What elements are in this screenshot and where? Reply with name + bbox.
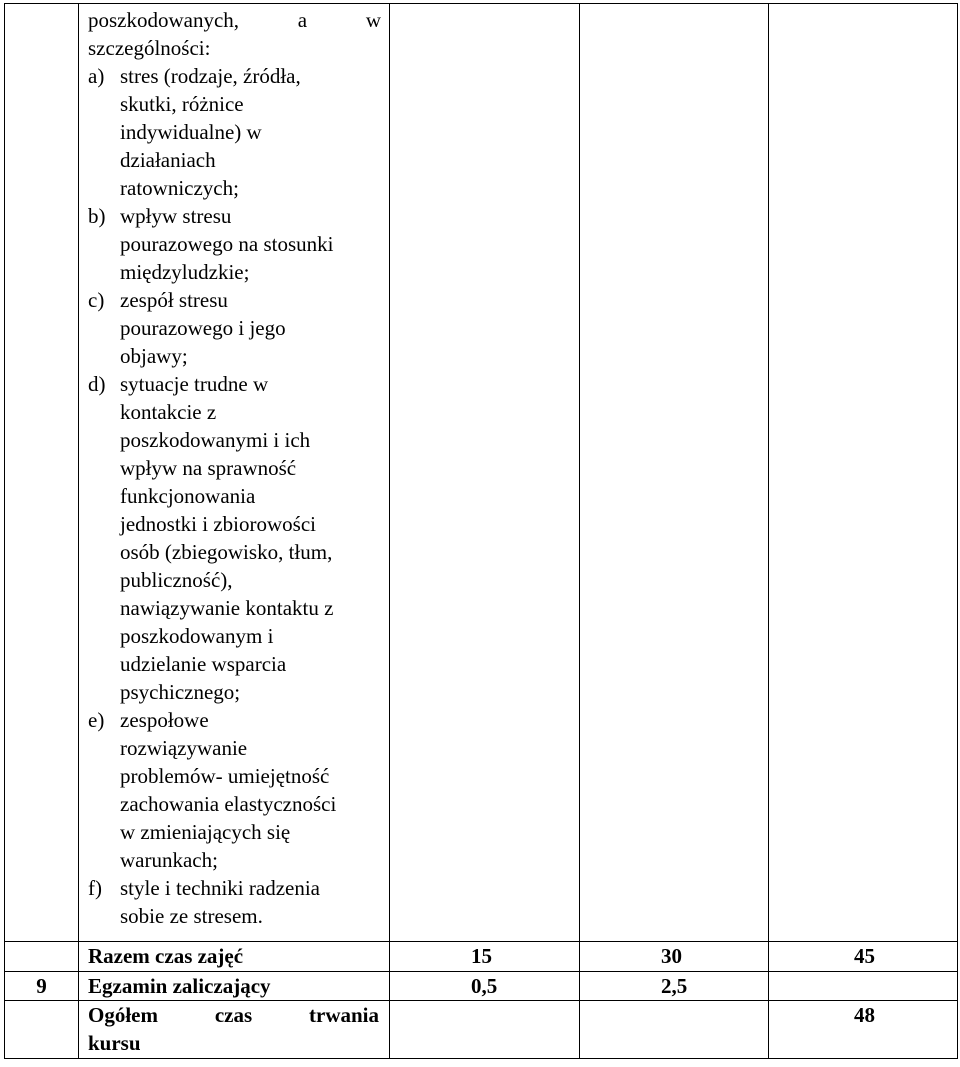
list-item-line: pourazowego i jego <box>120 316 286 340</box>
hours-cell-theory <box>390 4 580 942</box>
number-cell-empty <box>5 1001 79 1059</box>
list-item-text <box>120 62 389 202</box>
list-item-line: warunkach; <box>120 848 218 872</box>
list-item-label: b) <box>88 204 106 228</box>
intro-word: w <box>365 8 381 32</box>
list-item-line: funkcjonowania <box>120 484 256 508</box>
exam-practice-value: 2,5 <box>580 972 769 1001</box>
label-word: trwania <box>309 1003 379 1027</box>
total-theory-value: 15 <box>390 942 580 972</box>
list-item <box>88 286 389 370</box>
list-item <box>88 202 389 286</box>
list-item-line: wpływ stresu <box>120 204 232 228</box>
exam-theory-value: 0,5 <box>390 972 580 1001</box>
total-row <box>5 942 958 972</box>
list-item-line: poszkodowanym i <box>120 624 274 648</box>
list-item-line: kontakcie z <box>120 400 217 424</box>
list-item <box>88 706 389 874</box>
list-item-line: psychicznego; <box>120 680 241 704</box>
list-item-line: rozwiązywanie <box>120 736 248 760</box>
number-cell-empty <box>5 4 79 942</box>
exam-sum-value <box>769 972 958 1001</box>
number-cell-empty <box>5 942 79 972</box>
list-item-line: udzielanie wsparcia <box>120 652 287 676</box>
row-number: 9 <box>5 972 79 1001</box>
grand-total-theory-empty <box>390 1001 580 1059</box>
list-item-label: c) <box>88 288 105 312</box>
label-word: czas <box>214 1003 253 1027</box>
list-item-line: publiczność), <box>120 568 233 592</box>
list-item-line: w zmieniających się <box>120 820 291 844</box>
list-item-line: pourazowego na stosunki <box>120 232 334 256</box>
list-item-line: zespołowe <box>120 708 209 732</box>
exam-row <box>5 972 958 1001</box>
list-item-line: problemów- umiejętność <box>120 764 330 788</box>
list-item-line: zespół stresu <box>120 288 228 312</box>
topic-list <box>88 62 389 930</box>
intro-word: a <box>297 8 308 32</box>
topic-description-cell <box>79 4 390 942</box>
list-item-line: skutki, różnice <box>120 92 244 116</box>
list-item-line: sytuacje trudne w <box>120 372 269 396</box>
list-item <box>88 62 389 202</box>
grand-total-practice-empty <box>580 1001 769 1059</box>
list-item-line: jednostki i zbiorowości <box>120 512 316 536</box>
label-word: Ogółem <box>88 1003 158 1027</box>
list-item-line: międzyludzkie; <box>120 260 250 284</box>
grand-total-row <box>5 1001 958 1059</box>
list-item-line: nawiązywanie kontaktu z <box>120 596 334 620</box>
list-item-line: osób (zbiegowisko, tłum, <box>120 540 333 564</box>
list-item-text <box>120 370 389 706</box>
exam-label: Egzamin zaliczający <box>79 972 390 1001</box>
list-item-line: indywidualne) w <box>120 120 262 144</box>
list-item <box>88 370 389 706</box>
intro-word: poszkodowanych, <box>88 8 240 32</box>
grand-total-sum-value: 48 <box>769 1001 958 1059</box>
list-item-line: style i techniki radzenia <box>120 876 321 900</box>
list-item-label: f) <box>88 876 102 900</box>
list-item <box>88 874 389 930</box>
list-item-line: stres (rodzaje, źródła, <box>120 64 301 88</box>
grand-total-label <box>79 1001 390 1059</box>
list-item-line: poszkodowanymi i ich <box>120 428 311 452</box>
list-item-text <box>120 202 389 286</box>
list-item-line: sobie ze stresem. <box>120 904 263 928</box>
list-item-label: a) <box>88 64 105 88</box>
total-sum-value: 45 <box>769 942 958 972</box>
course-schedule-table <box>4 3 958 1059</box>
list-item-line: wpływ na sprawność <box>120 456 297 480</box>
grand-total-label-line-1 <box>88 1001 389 1029</box>
grand-total-label-line-2: kursu <box>88 1031 141 1055</box>
topic-content-row <box>5 4 958 942</box>
intro-line-1 <box>88 6 389 34</box>
list-item-line: zachowania elastyczności <box>120 792 337 816</box>
hours-cell-practice <box>580 4 769 942</box>
total-practice-value: 30 <box>580 942 769 972</box>
list-item-line: działaniach <box>120 148 216 172</box>
list-item-label: e) <box>88 708 105 732</box>
list-item-text <box>120 286 389 370</box>
list-item-line: objawy; <box>120 344 188 368</box>
hours-cell-total <box>769 4 958 942</box>
list-item-text <box>120 706 389 874</box>
list-item-text <box>120 874 389 930</box>
total-label: Razem czas zajęć <box>79 942 390 972</box>
list-item-label: d) <box>88 372 106 396</box>
list-item-line: ratowniczych; <box>120 176 239 200</box>
intro-line-2: szczególności: <box>88 36 211 60</box>
